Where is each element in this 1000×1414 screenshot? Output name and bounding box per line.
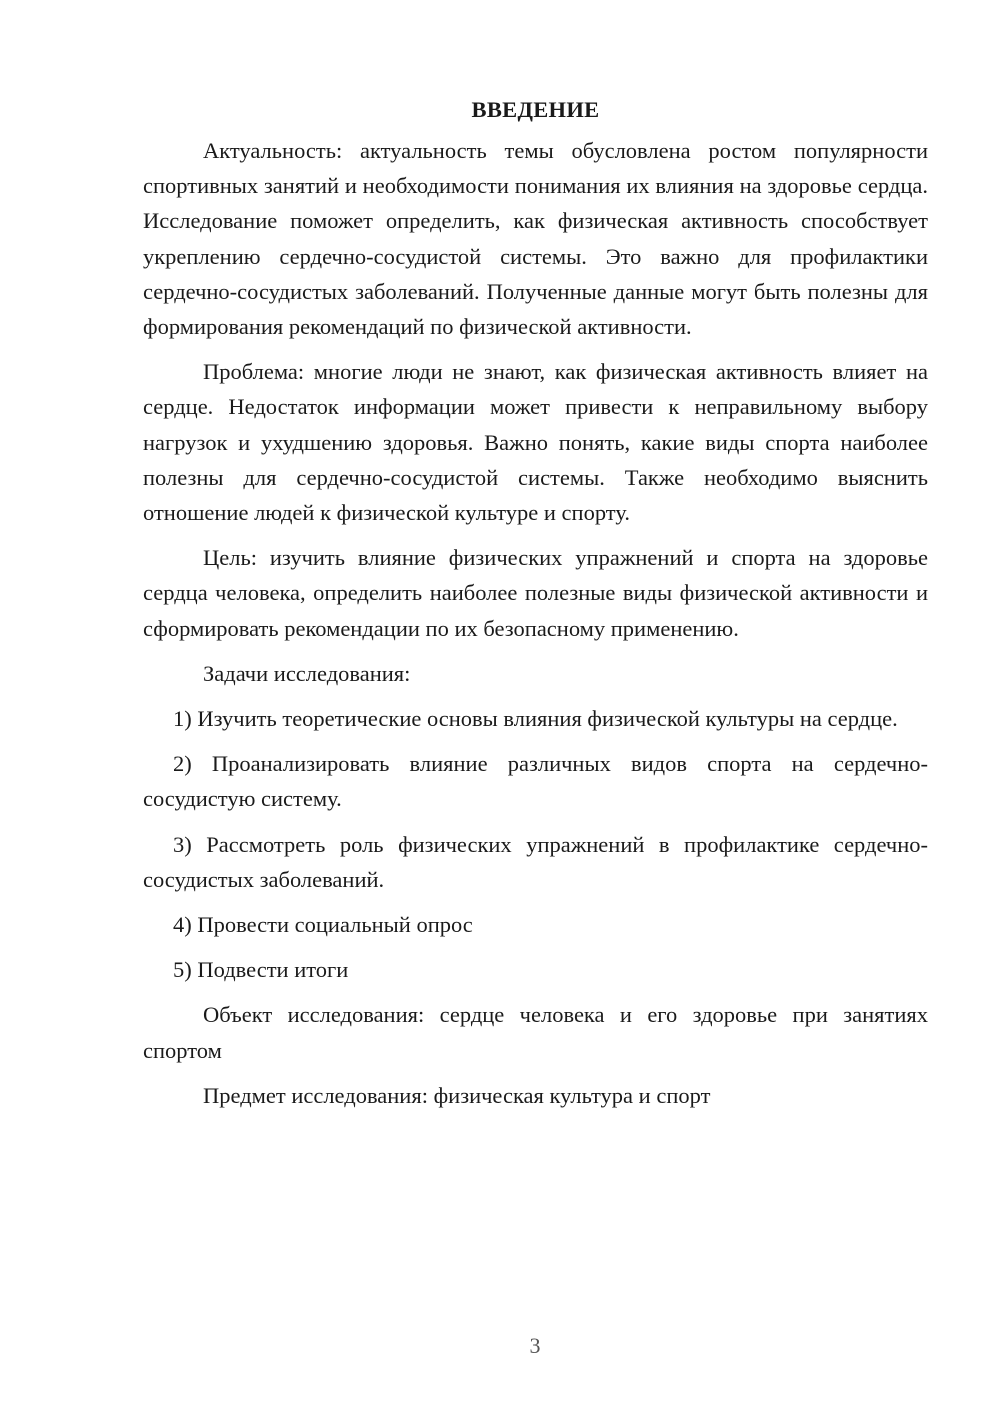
goal-paragraph: Цель: изучить влияние физических упражнений и спорта на здоровье сердца человека, определить наиболее полезные виды физической активности и сформировать рекомендации по их безопасному применению. (143, 545, 928, 641)
task-item-2: 2) Проанализировать влияние различных видов спорта на сердечно-сосудистую систему. (143, 751, 928, 812)
task-item-3: 3) Рассмотреть роль физических упражнений в профилактике сердечно-сосудистых заболеваний. (143, 831, 928, 892)
page-number: 3 (529, 1333, 541, 1358)
object-paragraph: Объект исследования: сердце человека и его здоровье при занятиях спортом (143, 1002, 928, 1063)
task-item-1: 1) Изучить теоретические основы влияния физической культуры на сердце. (173, 706, 898, 732)
tasks-list (143, 701, 928, 987)
task-item-4: 4) Провести социальный опрос (173, 912, 473, 938)
tasks-heading: Задачи исследования: (203, 660, 411, 686)
task-item-5: 5) Подвести итоги (173, 957, 349, 983)
subject-paragraph: Предмет исследования: физическая культура и спорт (203, 1082, 711, 1108)
section-title: ВВЕДЕНИЕ (471, 97, 600, 122)
relevance-paragraph: Актуальность: актуальность темы обусловлена ростом популярности спортивных занятий и необходимости понимания их влияния на здоровье сердца. Исследование поможет определить, как физическая активность способствует укреплению сердечно-сосудистой системы. Это важно для профилактики сердечно-сосудистых заболеваний. Полученные данные могут быть полезны для формирования рекомендаций по физической активности. (143, 138, 928, 340)
document-page (143, 92, 928, 1113)
problem-paragraph: Проблема: многие люди не знают, как физическая активность влияет на сердце. Недостаток информации может привести к неправильному выбору нагрузок и ухудшению здоровья. Важно понять, какие виды спорта наиболее полезны для сердечно-сосудистой системы. Также необходимо выяснить отношение людей к физической культуре и спорту. (143, 359, 928, 526)
